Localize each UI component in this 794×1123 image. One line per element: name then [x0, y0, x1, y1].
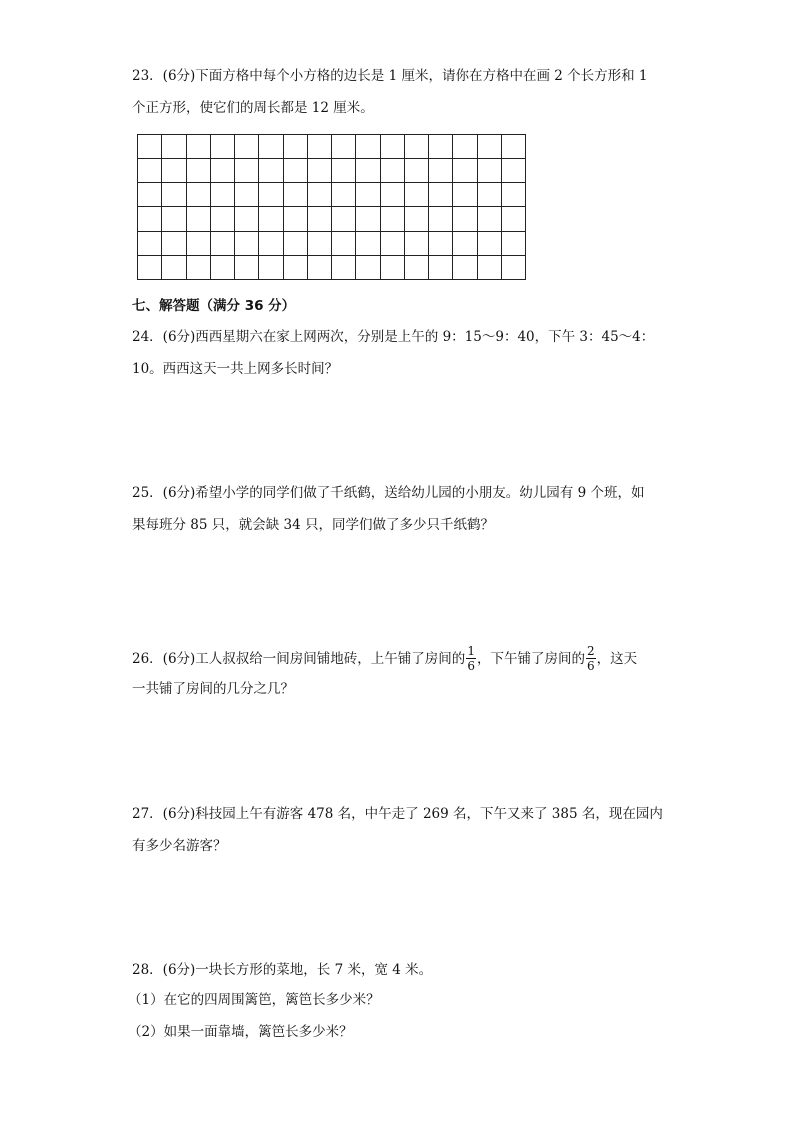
grid-cell	[138, 135, 162, 159]
grid-cell	[405, 183, 429, 207]
q25-line1: 25．(6分)希望小学的同学们做了千纸鹤，送给幼儿园的小朋友。幼儿园有 9 个班，如	[132, 485, 645, 501]
grid-cell	[332, 232, 356, 256]
grid-cell	[308, 207, 332, 231]
grid-cell	[478, 232, 502, 256]
grid-cell	[308, 256, 332, 280]
grid-cell	[429, 207, 453, 231]
grid-cell	[502, 159, 526, 183]
grid-cell	[284, 183, 308, 207]
grid-cell	[332, 135, 356, 159]
grid-cell	[332, 183, 356, 207]
grid-cell	[478, 159, 502, 183]
fraction-denominator: 6	[586, 659, 595, 673]
grid-cell	[502, 183, 526, 207]
q24-line2: 10。西西这天一共上网多长时间？	[132, 361, 339, 377]
grid-cell	[211, 207, 235, 231]
section-heading: 七、解答题（满分 36 分）	[132, 298, 296, 314]
grid-cell	[405, 159, 429, 183]
grid-cell	[502, 232, 526, 256]
grid-cell	[284, 232, 308, 256]
grid-cell	[259, 232, 283, 256]
grid-cell	[162, 135, 186, 159]
grid-cell	[429, 159, 453, 183]
fraction-numerator: 2	[586, 644, 595, 658]
grid-cell	[478, 135, 502, 159]
grid-cell	[478, 183, 502, 207]
q26-line1	[132, 645, 637, 674]
q26-text-part1: 26．(6分)工人叔叔给一间房间铺地砖，上午铺了房间的	[132, 651, 466, 667]
q27-line1: 27．(6分)科技园上午有游客 478 名，中午走了 269 名，下午又来了 385 名，现在园内	[132, 806, 663, 822]
grid-cell	[502, 135, 526, 159]
q26-text-part2: ，下午铺了房间的	[476, 651, 585, 667]
fraction-denominator: 6	[467, 659, 475, 673]
grid-cell	[429, 183, 453, 207]
grid-cell	[211, 256, 235, 280]
grid-cell	[453, 207, 477, 231]
q28-sub1: （1）在它的四周围篱笆，篱笆长多少米？	[128, 992, 380, 1008]
grid-cell	[429, 256, 453, 280]
q24-line1: 24．(6分)西西星期六在家上网两次，分别是上午的 9：15～9：40，下午 3：45～4：	[132, 329, 655, 345]
grid-cell	[308, 135, 332, 159]
grid-cell	[284, 159, 308, 183]
grid-cell	[381, 232, 405, 256]
grid-cell	[162, 256, 186, 280]
grid-cell	[138, 207, 162, 231]
grid-cell	[502, 256, 526, 280]
grid-cell	[259, 159, 283, 183]
grid-cell	[162, 232, 186, 256]
grid-cell	[381, 183, 405, 207]
grid-cell	[187, 207, 211, 231]
grid-cell	[429, 232, 453, 256]
grid-cell	[211, 183, 235, 207]
grid-cell	[356, 159, 380, 183]
grid-cell	[259, 256, 283, 280]
grid-cell	[453, 183, 477, 207]
grid-cell	[405, 207, 429, 231]
fraction-one-sixth	[466, 644, 476, 673]
grid-cell	[332, 256, 356, 280]
grid-cell	[259, 207, 283, 231]
grid-cell	[453, 135, 477, 159]
grid-cell	[478, 207, 502, 231]
grid-cell	[429, 135, 453, 159]
grid-cell	[235, 256, 259, 280]
grid-cell	[356, 183, 380, 207]
grid-cell	[332, 207, 356, 231]
grid-cell	[187, 135, 211, 159]
grid-cell	[235, 232, 259, 256]
q26-line2: 一共铺了房间的几分之几？	[132, 681, 294, 697]
grid-cell	[356, 207, 380, 231]
grid-cell	[187, 159, 211, 183]
q25-line2: 果每班分 85 只，就会缺 34 只，同学们做了多少只千纸鹤？	[132, 517, 495, 533]
q23-line2: 个正方形，使它们的周长都是 12 厘米。	[132, 100, 374, 116]
grid-cell	[235, 207, 259, 231]
grid-cell	[405, 232, 429, 256]
grid-cell	[259, 183, 283, 207]
grid-cell	[381, 207, 405, 231]
grid-cell	[308, 159, 332, 183]
grid-cell	[211, 135, 235, 159]
grid-cell	[284, 256, 308, 280]
grid-cell	[405, 256, 429, 280]
grid-cell	[187, 183, 211, 207]
grid-cell	[211, 232, 235, 256]
grid-cell	[162, 159, 186, 183]
grid-cell	[284, 207, 308, 231]
grid-cell	[381, 256, 405, 280]
grid-cell	[138, 232, 162, 256]
grid-cell	[284, 135, 308, 159]
grid-cell	[162, 207, 186, 231]
grid-cell	[308, 232, 332, 256]
q28-sub2: （2）如果一面靠墙，篱笆长多少米？	[128, 1024, 353, 1040]
grid-cell	[308, 183, 332, 207]
grid-cell	[453, 232, 477, 256]
grid-cell	[453, 159, 477, 183]
grid-cell	[187, 256, 211, 280]
grid-cell	[187, 232, 211, 256]
grid-cell	[211, 159, 235, 183]
grid-cell	[332, 159, 356, 183]
grid-cell	[502, 207, 526, 231]
grid-cell	[138, 256, 162, 280]
square-grid	[137, 134, 526, 280]
q28-line1: 28．(6分)一块长方形的菜地，长 7 米，宽 4 米。	[132, 962, 433, 978]
grid-cell	[405, 135, 429, 159]
grid-cell	[381, 159, 405, 183]
grid-cell	[356, 256, 380, 280]
fraction-two-sixths	[586, 644, 596, 673]
grid-cell	[356, 135, 380, 159]
grid-cell	[138, 159, 162, 183]
grid-cell	[235, 183, 259, 207]
q27-line2: 有多少名游客？	[132, 838, 227, 854]
grid-cell	[259, 135, 283, 159]
grid-cell	[478, 256, 502, 280]
q23-line1: 23．(6分)下面方格中每个小方格的边长是 1 厘米，请你在方格中在画 2 个长方形和 1	[132, 68, 648, 84]
grid-cell	[381, 135, 405, 159]
grid-cell	[235, 135, 259, 159]
grid-cell	[235, 159, 259, 183]
grid-cell	[453, 256, 477, 280]
grid-cell	[356, 232, 380, 256]
grid-cell	[162, 183, 186, 207]
q26-text-part3: ，这天	[596, 651, 638, 667]
grid-cell	[138, 183, 162, 207]
fraction-numerator: 1	[467, 644, 475, 658]
